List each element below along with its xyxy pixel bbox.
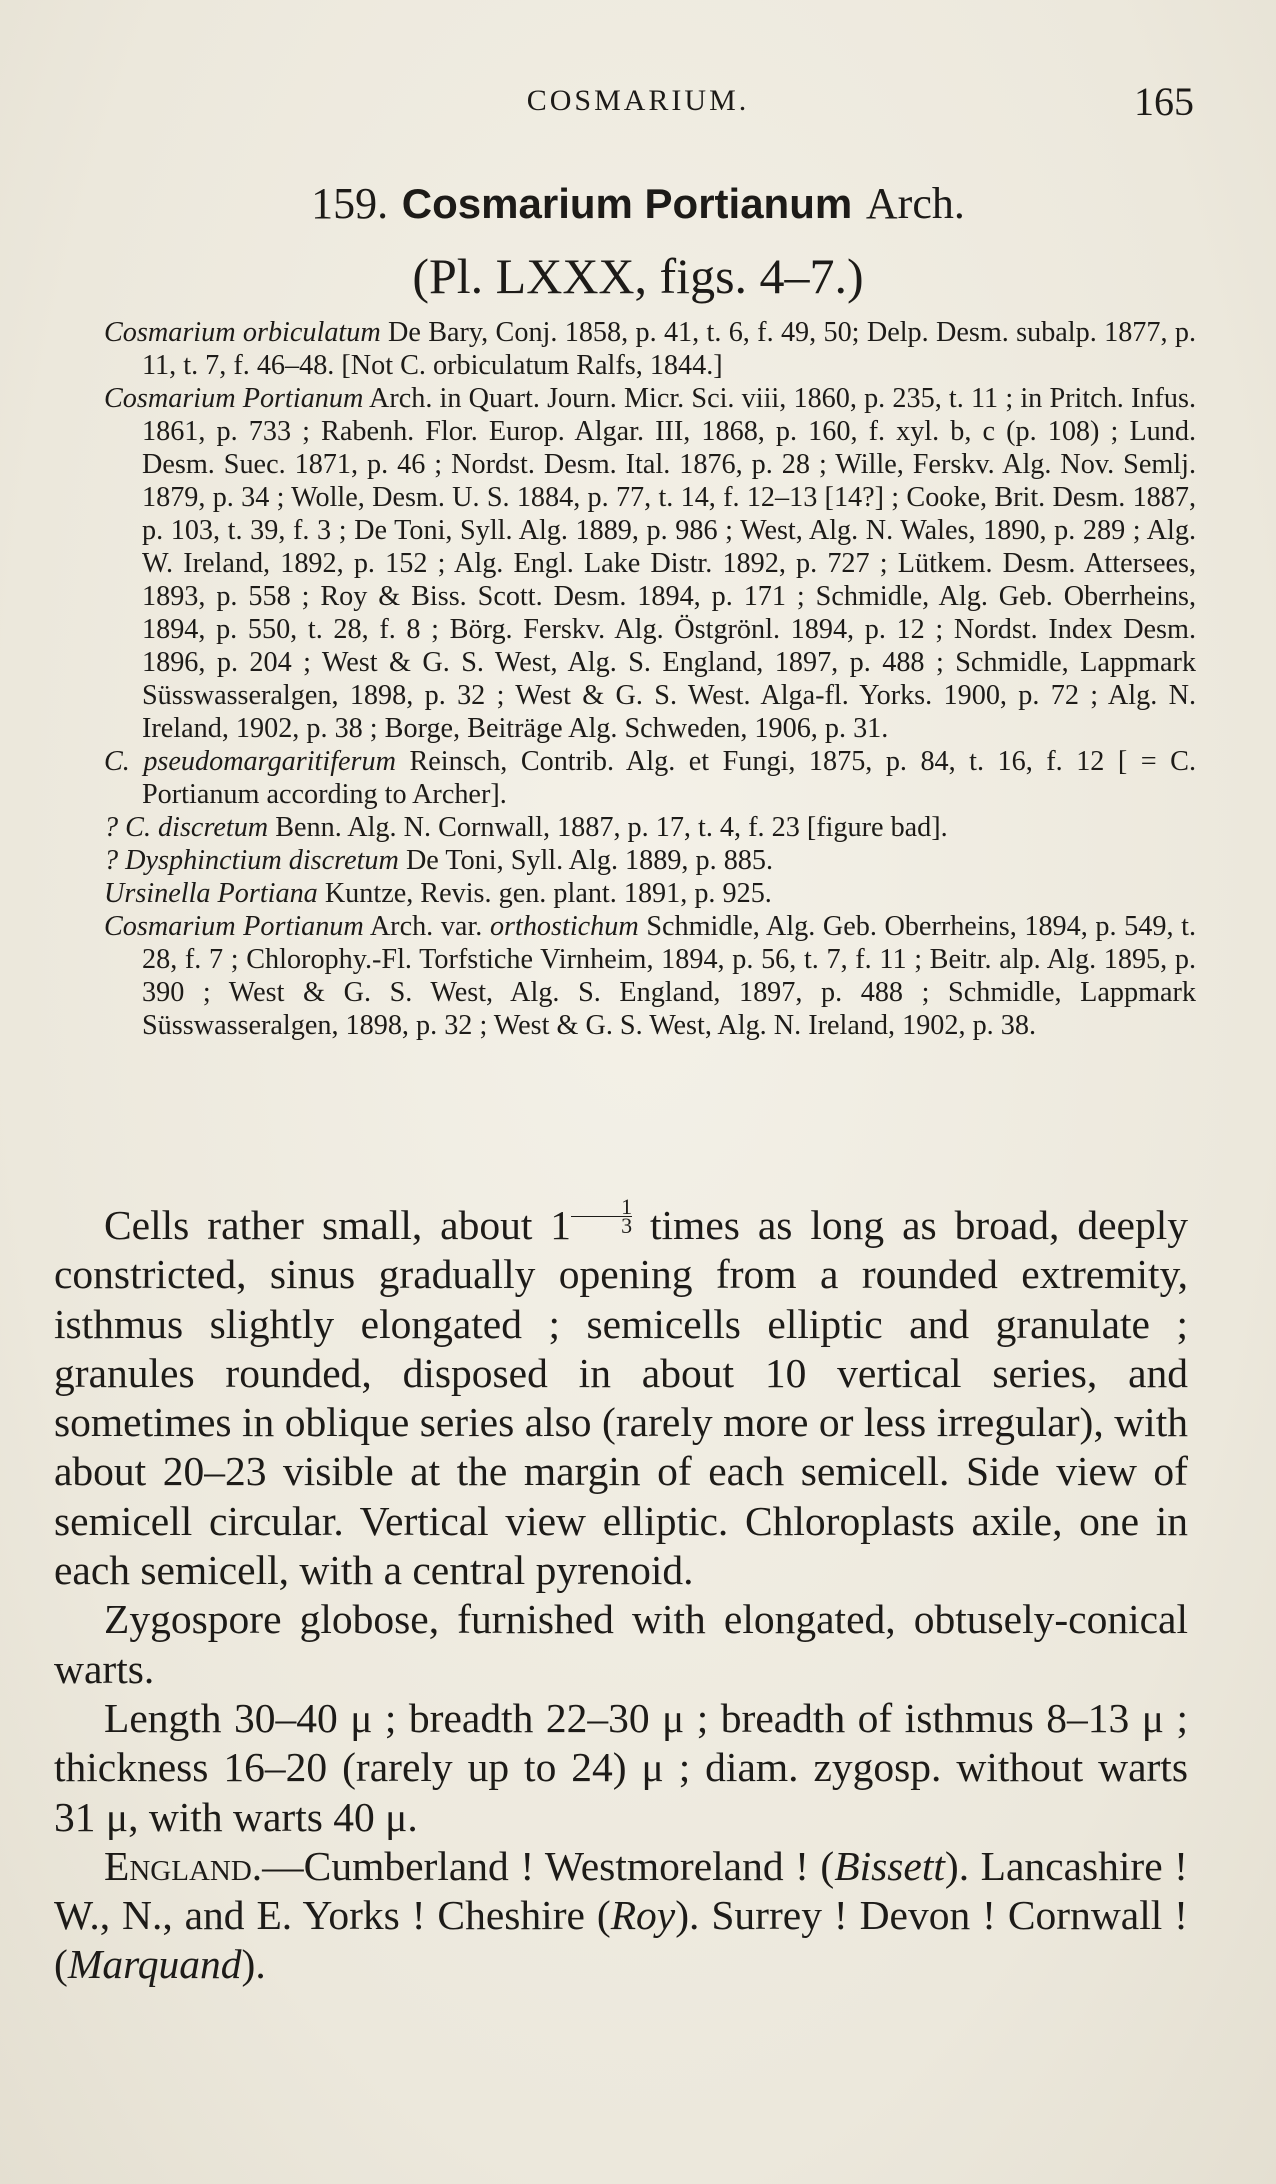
species-name: Cosmarium Portianum <box>401 180 853 227</box>
synonym-citation: Kuntze, Revis. gen. plant. 1891, p. 925. <box>317 878 772 909</box>
synonym-citation: Arch. var. <box>363 911 490 942</box>
synonym-entry <box>104 877 1196 910</box>
variety-name: orthostichum <box>489 911 639 942</box>
distribution-text: ). <box>241 1941 266 1988</box>
synonymy-list <box>104 316 1196 1042</box>
collector-name: Roy <box>610 1892 676 1939</box>
synonym-citation: De Toni, Syll. Alg. 1889, p. 885. <box>398 845 774 876</box>
running-head <box>0 78 1276 128</box>
collector-name: Bissett <box>834 1842 945 1889</box>
synonym-citation: De Bary, Conj. 1858, p. 41, t. 6, f. 49, 50; Delp. Desm. subalp. 1877, p. 11, t. 7, f. 46–48. [Not C. orbiculatum Ralfs, 1844.] <box>142 317 1196 381</box>
synonym-entry <box>104 316 1196 382</box>
synonym-citation: Arch. in Quart. Journ. Micr. Sci. viii, 1860, p. 235, t. 11 ; in Pritch. Infus. 1861, p. 733 ; Rabenh. Flor. Europ. Algar. III, 1868, p. 160, f. xyl. b, c (p. 108) ; Lund. Desm. Suec. 1871, p. 46 ; Nordst. Desm. Ital. 1876, p. 28 ; Wille, Ferskv. Alg. Nov. Semlj. 1879, p. 34 ; Wolle, Desm. U. S. 1884, p. 77, t. 14, f. 12–13 [14?] ; Cooke, Brit. Desm. 1887, p. 103, t. 39, f. 3 ; De Toni, Syll. Alg. 1889, p. 986 ; West, Alg. N. Wales, 1890, p. 289 ; Alg. W. Ireland, 1892, p. 152 ; Alg. Engl. Lake Distr. 1892, p. 727 ; Lütkem. Desm. Attersees, 1893, p. 558 ; Roy & Biss. Scott. Desm. 1894, p. 171 ; Schmidle, Alg. Geb. Oberrheins, 1894, p. 550, t. 28, f. 8 ; Börg. Ferskv. Alg. Östgrönl. 1894, p. 12 ; Nordst. Index Desm. 1896, p. 204 ; West & G. S. West, Alg. S. England, 1897, p. 488 ; Schmidle, Lappmark Süsswasseralgen, 1898, p. 32 ; West & G. S. West. Alga-fl. Yorks. 1900, p. 72 ; Alg. N. Ireland, 1902, p. 38 ; Borge, Beiträge Alg. Schweden, 1906, p. 31. <box>142 383 1196 744</box>
species-heading <box>0 176 1276 232</box>
synonym-name: ? Dysphinctium discretum <box>104 845 399 876</box>
species-number: 159. <box>311 179 389 228</box>
synonym-entry <box>104 745 1196 811</box>
synonym-entry <box>104 844 1196 877</box>
synonym-citation: Schmidle, Alg. Geb. Oberrheins, 1894, p. 549, t. 28, f. 7 ; Chlorophy.-Fl. Torfstiche Virnheim, 1894, p. 56, t. 7, f. 11 ; Beitr. alp. Alg. 1895, p. 390 ; West & G. S. West, Alg. S. England, 1897, p. 488 ; Schmidle, Lappmark Süsswasseralgen, 1898, p. 32 ; West & G. S. West, Alg. N. Ireland, 1902, p. 38. <box>142 911 1196 1041</box>
plate-reference: (Pl. LXXX, figs. 4–7.) <box>412 248 864 304</box>
distribution-text: ). Surrey ! Devon ! Cornwall ! ( <box>54 1892 1188 1988</box>
synonym-entry <box>104 910 1196 1042</box>
fraction-denominator: 3 <box>571 1216 632 1235</box>
description-cells <box>54 1194 1188 1595</box>
description-text: times as long as broad, deeply constricted, sinus gradually opening from a rounded extremity, isthmus slightly elongated ; semicells elliptic and granulate ; granules rounded, disposed in about 10 vertical series, and sometimes in oblique series also (rarely more or less irregular), with about 20–23 visible at the margin of each semicell. Side view of semicell circular. Vertical view elliptic. Chloroplasts axile, one in each semicell, with a central pyrenoid. <box>54 1202 1188 1594</box>
synonym-entry <box>104 382 1196 745</box>
species-authority: Arch. <box>865 179 965 228</box>
species-description <box>54 1194 1188 1990</box>
synonym-name: Ursinella Portiana <box>104 878 318 909</box>
description-measurements: Length 30–40 μ ; breadth 22–30 μ ; breadth of isthmus 8–13 μ ; thickness 16–20 (rarely up to 24) μ ; diam. zygosp. without warts 31 μ, with warts 40 μ. <box>54 1694 1188 1840</box>
synonym-name: Cosmarium Portianum <box>104 383 364 414</box>
synonym-entry <box>104 811 1196 844</box>
running-title: COSMARIUM. <box>526 84 750 117</box>
distribution-text: —Cumberland ! Westmoreland ! ( <box>262 1842 835 1889</box>
synonym-citation: Benn. Alg. N. Cornwall, 1887, p. 17, t. 4, f. 23 [figure bad]. <box>268 812 948 843</box>
description-distribution <box>54 1842 1188 1990</box>
synonym-citation: Reinsch, Contrib. Alg. et Fungi, 1875, p. 84, t. 16, f. 12 [ = C. Portianum according to Archer]. <box>142 746 1196 810</box>
synonym-name: C. pseudomargaritiferum <box>104 746 396 777</box>
synonym-name: ? C. discretum <box>104 812 269 843</box>
region-label: England. <box>104 1842 263 1889</box>
collector-name: Marquand <box>67 1941 242 1988</box>
synonym-name: Cosmarium orbiculatum <box>104 317 381 348</box>
distribution-text: ). Lancashire ! W., N., and E. Yorks ! Cheshire ( <box>54 1842 1188 1939</box>
description-zygospore: Zygospore globose, furnished with elongated, obtusely-conical warts. <box>54 1596 1188 1692</box>
fraction-numerator: 1 <box>621 1194 633 1219</box>
fraction <box>571 1194 633 1238</box>
synonym-name: Cosmarium Portianum <box>104 911 364 942</box>
description-text: Cells rather small, about 1 <box>104 1202 572 1248</box>
page-number: 165 <box>1134 79 1194 124</box>
